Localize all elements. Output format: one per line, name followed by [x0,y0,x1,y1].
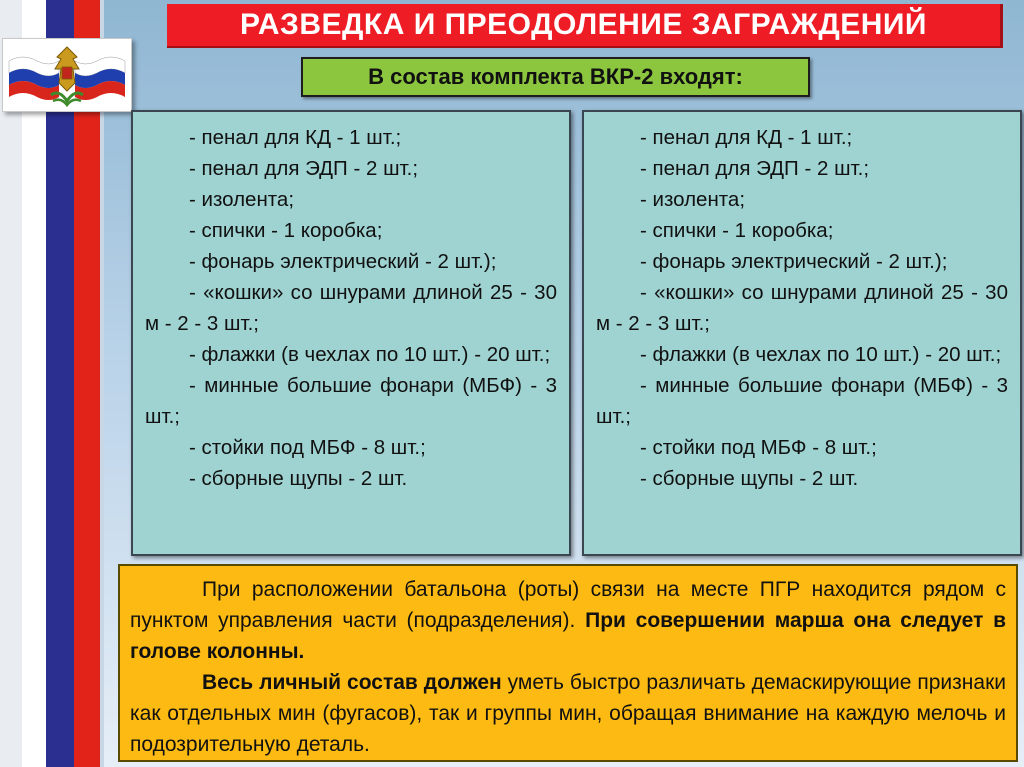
list-item: - пенал для ЭДП - 2 шт.; [189,157,419,180]
list-item: - фонарь электрический - 2 шт.); [189,250,497,273]
list-item: - сборные щупы - 2 шт. [189,467,408,490]
list-item: - «кошки» со шнурами длиной 25 - 30 м - 2 - 3 шт.; [145,281,557,335]
list-item: - изолента; [640,188,746,211]
list-item: - стойки под МБФ - 8 шт.; [640,436,877,459]
info-text: уметь быстро различать демаскирующие признаки как отдельных мин (фугасов), так и группы мин, обращая внимание на каждую мелочь и подозрительную деталь. [130,671,1006,756]
info-text: При расположении батальона (роты) связи на месте ПГР находится рядом с пунктом управления части (подразделения). [130,578,1006,632]
russian-flag-emblem-icon [3,39,131,111]
page-title: РАЗВЕДКА И ПРЕОДОЛЕНИЕ ЗАГРАЖДЕНИЙ [167,4,1003,48]
kit-list-left [131,110,571,556]
kit-contents-heading: В состав комплекта ВКР-2 входят: [301,57,810,97]
list-item: - спички - 1 коробка; [640,219,834,242]
list-item: - пенал для КД - 1 шт.; [640,126,853,149]
stripe-white-outer [0,0,22,767]
info-box [118,564,1018,762]
list-item: - «кошки» со шнурами длиной 25 - 30 м - 2 - 3 шт.; [596,281,1008,335]
kit-list-right [582,110,1022,556]
list-item: - флажки (в чехлах по 10 шт.) - 20 шт.; [640,343,1002,366]
emblem-logo [2,38,132,112]
list-item: - стойки под МБФ - 8 шт.; [189,436,426,459]
list-item: - пенал для КД - 1 шт.; [189,126,402,149]
list-item: - флажки (в чехлах по 10 шт.) - 20 шт.; [189,343,551,366]
info-paragraph-2 [130,667,1006,760]
list-item: - спички - 1 коробка; [189,219,383,242]
stripe-edge [100,0,104,767]
stripe-white [22,0,46,767]
info-text-bold: Весь личный состав должен [202,671,502,694]
list-item: - пенал для ЭДП - 2 шт.; [640,157,870,180]
list-item: - минные большие фонари (МБФ) - 3 шт.; [145,374,557,428]
stripe-blue [46,0,74,767]
list-item: - минные большие фонари (МБФ) - 3 шт.; [596,374,1008,428]
info-paragraph-1 [130,574,1006,667]
list-item: - сборные щупы - 2 шт. [640,467,859,490]
list-item: - фонарь электрический - 2 шт.); [640,250,948,273]
list-item: - изолента; [189,188,295,211]
info-text-bold: При совершении марша она следует в голове колонны. [130,609,1006,663]
stripe-red [74,0,100,767]
